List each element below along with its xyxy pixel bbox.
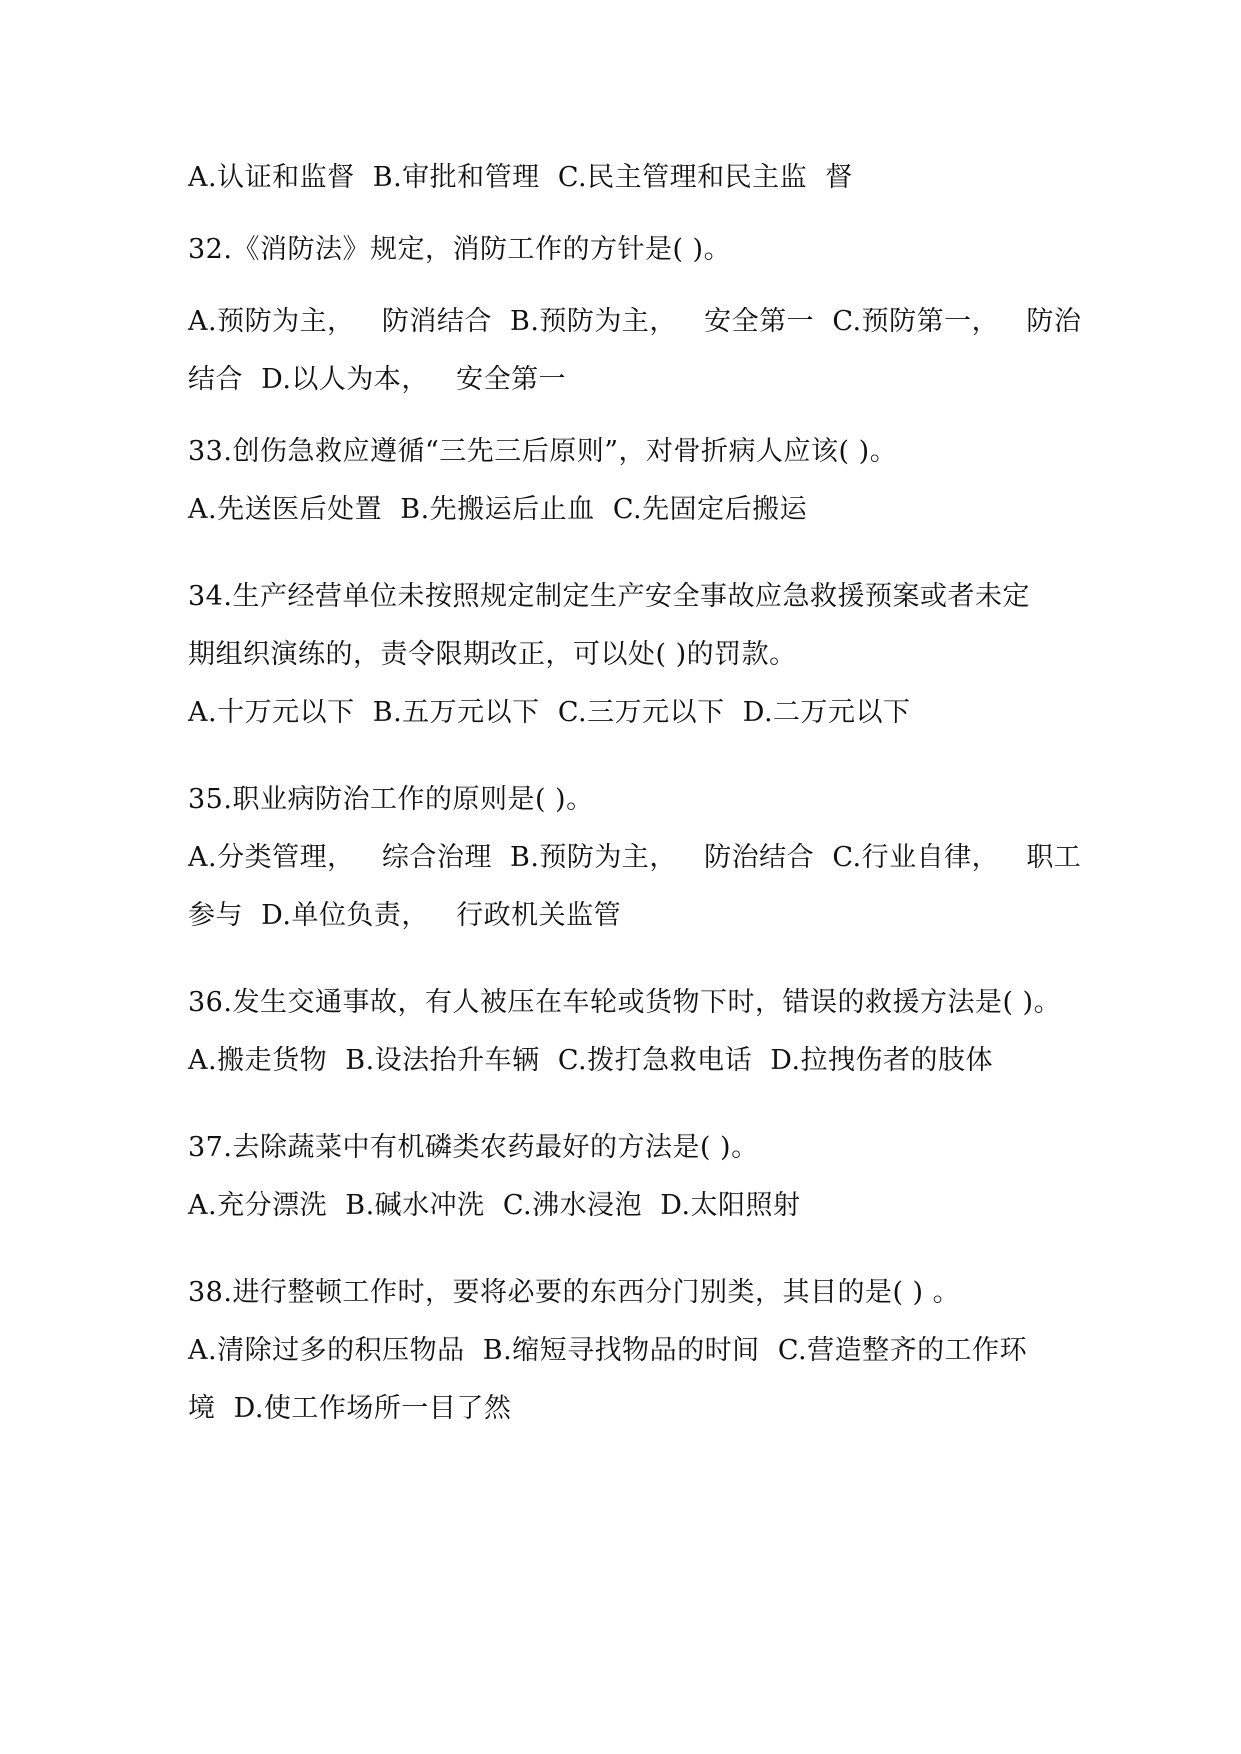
q34-options: A.十万元以下 B.五万元以下 C.三万元以下 D.二万元以下 [188, 697, 911, 728]
q31-options: A.认证和监督 B.审批和管理 C.民主管理和民主监 督 [188, 162, 853, 193]
q32-options-line1: A.预防为主， 防消结合 B.预防为主， 安全第一 C.预防第一， 防治 [188, 306, 1082, 337]
q38-question: 38.进行整顿工作时，要将必要的东西分门别类，其目的是( ) 。 [188, 1277, 961, 1308]
q35-options-line1: A.分类管理， 综合治理 B.预防为主， 防治结合 C.行业自律， 职工 [188, 842, 1082, 873]
q38-options-line1: A.清除过多的积压物品 B.缩短寻找物品的时间 C.营造整齐的工作环 [188, 1335, 1028, 1366]
q33-options: A.先送医后处置 B.先搬运后止血 C.先固定后搬运 [188, 494, 808, 525]
q33-question: 33.创伤急救应遵循“三先三后原则”，对骨折病人应该( )。 [188, 436, 898, 467]
q34-question-line2: 期组织演练的，责令限期改正，可以处( )的罚款。 [188, 639, 797, 670]
q37-question: 37.去除蔬菜中有机磷类农药最好的方法是( )。 [188, 1132, 759, 1163]
q38-options-line2: 境 D.使工作场所一目了然 [188, 1393, 512, 1424]
q35-options-line2: 参与 D.单位负责， 行政机关监管 [188, 900, 622, 931]
q34-question-line1: 34.生产经营单位未按照规定制定生产安全事故应急救援预案或者未定 [188, 581, 1030, 612]
q37-options: A.充分漂洗 B.碱水冲洗 C.沸水浸泡 D.太阳照射 [188, 1190, 801, 1221]
q36-question: 36.发生交通事故，有人被压在车轮或货物下时，错误的救援方法是( )。 [188, 987, 1062, 1018]
q32-options-line2: 结合 D.以人为本， 安全第一 [188, 364, 567, 395]
q32-question: 32.《消防法》规定，消防工作的方针是( )。 [188, 234, 732, 265]
q36-options: A.搬走货物 B.设法抬升车辆 C.拨打急救电话 D.拉拽伤者的肢体 [188, 1045, 994, 1076]
q35-question: 35.职业病防治工作的原则是( )。 [188, 784, 594, 815]
